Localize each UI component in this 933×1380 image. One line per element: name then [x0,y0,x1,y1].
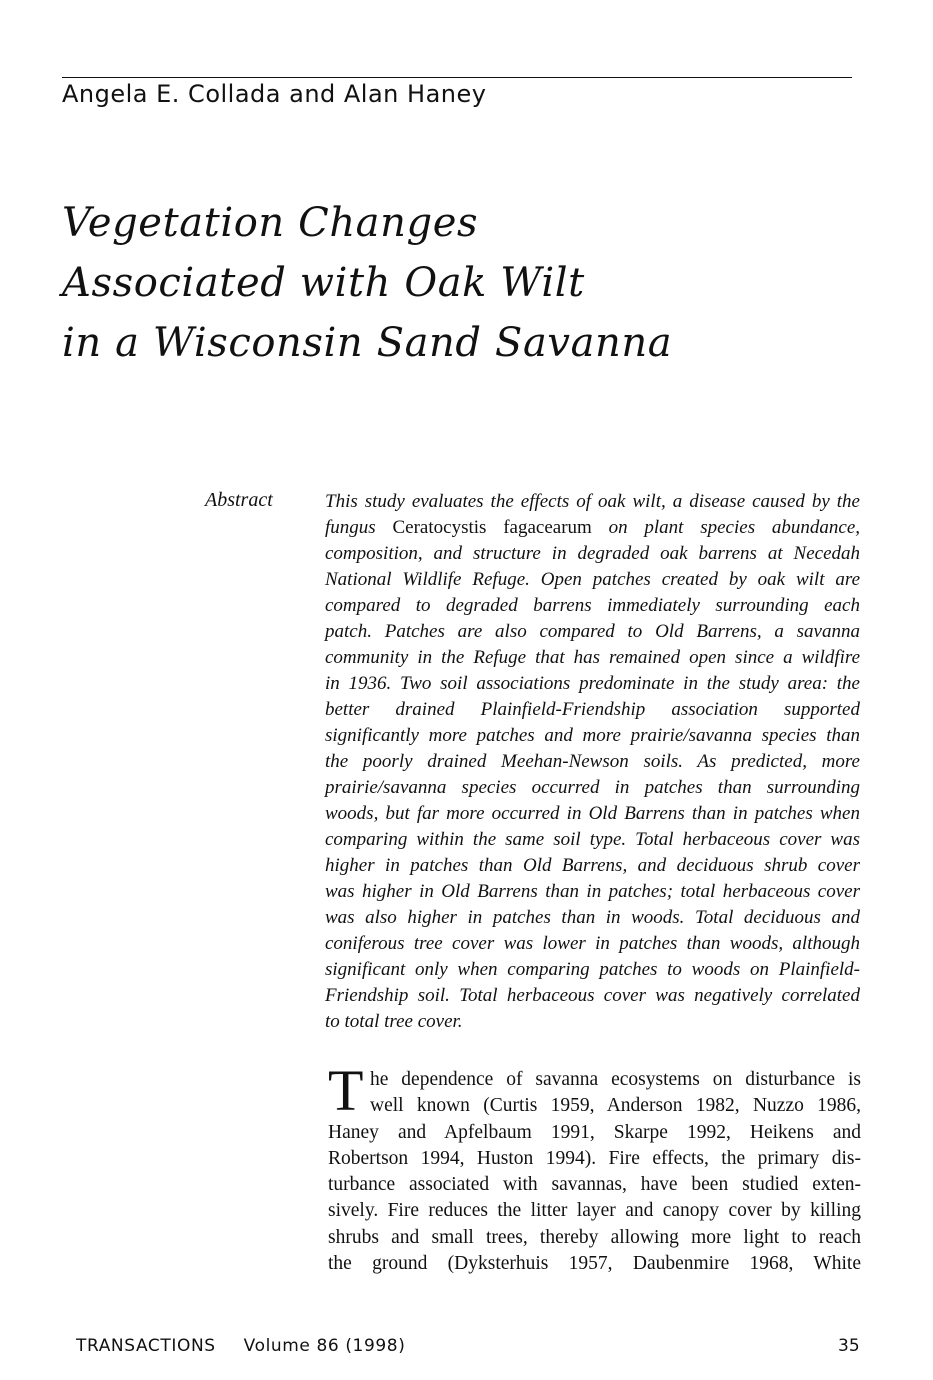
abstract-line-fragment: on plant species abundance, [608,517,861,538]
abstract-line: woods, but far more occurred in Old Barrens than in patches when [325,803,860,824]
body-text [328,1067,861,1277]
abstract-line: National Wildlife Refuge. Open patches created by oak wilt are [325,569,860,590]
abstract-line: patch. Patches are also compared to Old Barrens, a savanna [325,621,860,642]
title-line: Associated with Oak Wilt [62,260,585,306]
abstract-line: was also higher in patches than in woods. Total deciduous and [325,907,860,928]
article-title [62,193,672,373]
abstract-line: was higher in Old Barrens than in patches; total herbaceous cover [325,881,860,902]
page-number: 35 [838,1336,860,1356]
abstract-line: prairie/savanna species occurred in patches than surrounding [325,777,860,798]
abstract-line: Friendship soil. Total herbaceous cover was negatively correlated [325,985,860,1006]
abstract-line: compared to degraded barrens immediately surrounding each [325,595,860,616]
abstract-line: significantly more patches and more prairie/savanna species than [325,725,860,746]
author-line: Angela E. Collada and Alan Haney [62,80,487,108]
species-name: Ceratocystis fagacearum [392,517,592,538]
drop-cap: T [328,1058,364,1123]
abstract-line: in 1936. Two soil associations predominate in the study area: the [325,673,860,694]
abstract-line: higher in patches than Old Barrens, and deciduous shrub cover [325,855,860,876]
body-line: well known (Curtis 1959, Anderson 1982, Nuzzo 1986, [370,1095,861,1117]
abstract-line [325,515,860,541]
title-line: Vegetation Changes [62,200,479,246]
body-line: he dependence of savanna ecosystems on disturbance is [370,1069,861,1090]
abstract-line: comparing within the same soil type. Total herbaceous cover was [325,829,860,850]
abstract-line: to total tree cover. [325,1011,463,1032]
abstract-line: coniferous tree cover was lower in patches than woods, although [325,933,860,954]
header-rule [62,77,852,78]
body-line: sively. Fire reduces the litter layer and canopy cover by killing [328,1200,861,1222]
abstract-line: community in the Refuge that has remained open since a wildfire [325,647,860,668]
abstract-line: better drained Plainfield-Friendship association supported [325,699,860,720]
title-line: in a Wisconsin Sand Savanna [62,320,673,366]
abstract-line: significant only when comparing patches to woods on Plainfield- [325,959,860,980]
body-line: shrubs and small trees, thereby allowing more light to reach [328,1226,861,1248]
body-line: turbance associated with savannas, have been studied exten- [328,1174,861,1196]
journal-volume: Volume 86 (1998) [243,1336,406,1356]
body-line: Robertson 1994, Huston 1994). Fire effects, the primary dis- [328,1147,861,1169]
abstract-label: Abstract [205,489,273,511]
body-line: the ground (Dyksterhuis 1957, Daubenmire 1968, White [328,1253,861,1275]
journal-footer [76,1336,405,1356]
abstract-line-fragment: fungus [325,517,376,538]
abstract-line: the poorly drained Meehan-Newson soils. As predicted, more [325,751,860,772]
journal-name: TRANSACTIONS [76,1336,216,1356]
abstract-text [325,489,860,1035]
abstract-line: This study evaluates the effects of oak wilt, a disease caused by the [325,491,860,512]
body-line: Haney and Apfelbaum 1991, Skarpe 1992, Heikens and [328,1121,861,1143]
abstract-line: composition, and structure in degraded oak barrens at Necedah [325,543,860,564]
